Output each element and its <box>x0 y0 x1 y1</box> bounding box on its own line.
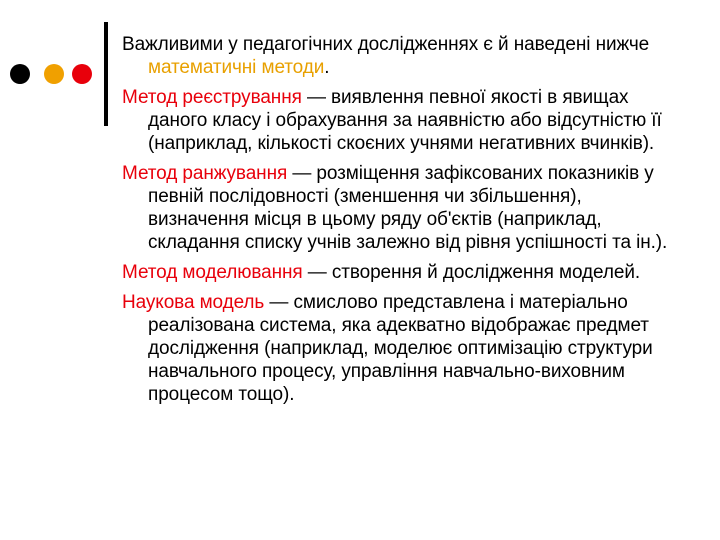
intro-end: . <box>324 57 330 78</box>
intro-text: Важливими у педагогічних дослідженнях є й наведені нижче <box>122 34 650 55</box>
red-dot-icon <box>72 64 92 84</box>
definition-text-modeling: — створення й дослідження моделей. <box>302 262 641 283</box>
term-scientific-model: Наукова модель <box>122 292 265 313</box>
term-registration: Метод реєстрування <box>122 87 302 108</box>
definition-text-registration: — виявлення певної якості в явищах даного класу і обрахування за наявністю або відсутністю її (наприклад, кількості скоєних учнями негативних вчинків). <box>148 87 662 154</box>
definition-registration <box>122 86 682 155</box>
definition-text-scientific-model: — смислово представлена і матеріально реалізована система, яка адекватно відображає предмет дослідження (наприклад, моделює оптимізацію структури навчального процесу, управління навчально-виховним процесом тощо). <box>148 292 653 405</box>
vertical-rule <box>104 22 108 126</box>
black-dot-icon <box>10 64 30 84</box>
orange-dot-icon <box>44 64 64 84</box>
slide-body <box>122 33 682 413</box>
intro-highlight: математичні методи <box>148 57 325 78</box>
definition-modeling <box>122 261 682 284</box>
definition-ranking <box>122 162 682 254</box>
term-modeling: Метод моделювання <box>122 262 303 283</box>
definition-scientific-model <box>122 291 682 406</box>
term-ranking: Метод ранжування <box>122 163 288 184</box>
intro-paragraph <box>122 33 682 79</box>
definition-text-ranking: — розміщення зафіксованих показників у певній послідовності (зменшення чи збільшення), визначення місця в цьому ряду об'єктів (наприклад, складання списку учнів залежно від рівня успішності та ін.). <box>148 163 668 253</box>
